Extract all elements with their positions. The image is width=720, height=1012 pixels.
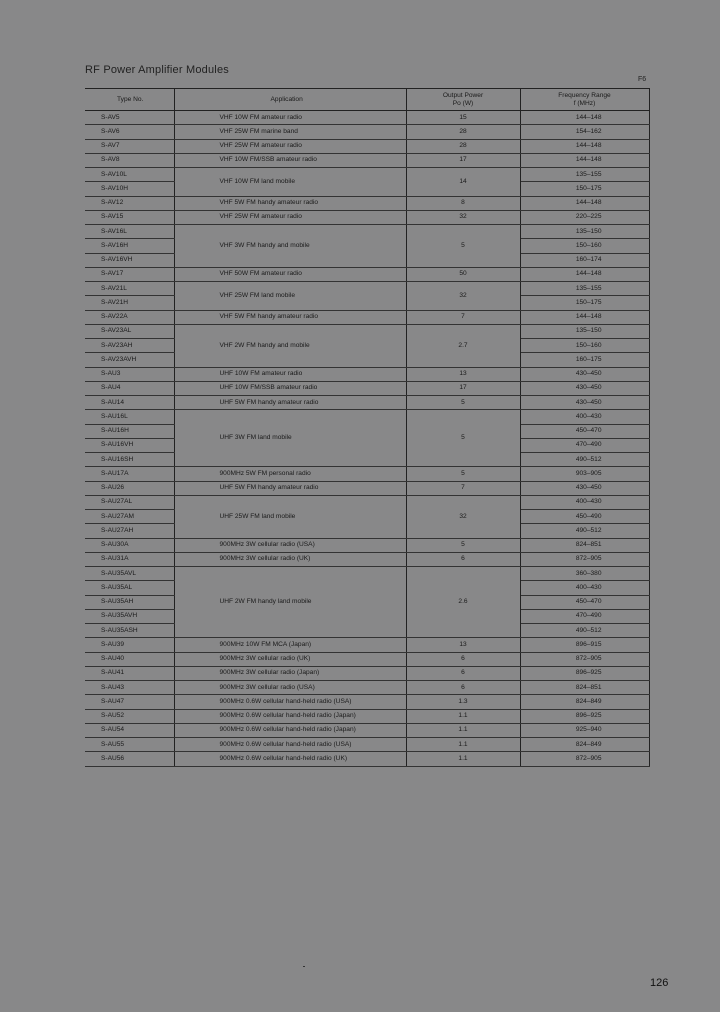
cell-type-no: S-AU16SH <box>85 453 174 467</box>
cell-type-no: S-AU17A <box>85 467 174 481</box>
cell-output-power: 1.1 <box>406 752 520 766</box>
cell-type-no: S-AV15 <box>85 210 174 224</box>
table-row <box>85 153 649 167</box>
table-row <box>85 310 649 324</box>
cell-frequency-range: 872–905 <box>520 552 649 566</box>
table-row <box>85 567 649 581</box>
cell-output-power: 13 <box>406 367 520 381</box>
cell-frequency-range: 490–512 <box>520 453 649 467</box>
cell-application: 900MHz 0.6W cellular hand-held radio (USA) <box>174 738 406 752</box>
page-title: RF Power Amplifier Modules <box>85 64 229 76</box>
table-row <box>85 410 649 424</box>
cell-frequency-range: 144–148 <box>520 196 649 210</box>
cell-type-no: S-AU56 <box>85 752 174 766</box>
table-row <box>85 111 649 125</box>
cell-frequency-range: 160–175 <box>520 353 649 367</box>
cell-type-no: S-AV17 <box>85 267 174 281</box>
cell-application: UHF 10W FM amateur radio <box>174 367 406 381</box>
table-row <box>85 367 649 381</box>
cell-type-no: S-AV16L <box>85 225 174 239</box>
cell-type-no: S-AV12 <box>85 196 174 210</box>
cell-frequency-range: 400–430 <box>520 410 649 424</box>
cell-frequency-range: 144–148 <box>520 153 649 167</box>
cell-type-no: S-AU54 <box>85 723 174 737</box>
cell-output-power: 7 <box>406 481 520 495</box>
table-row <box>85 467 649 481</box>
cell-application: 900MHz 3W cellular radio (USA) <box>174 538 406 552</box>
cell-type-no: S-AU39 <box>85 638 174 652</box>
cell-type-no: S-AU52 <box>85 709 174 723</box>
cell-type-no: S-AV6 <box>85 125 174 139</box>
cell-application: VHF 5W FM handy amateur radio <box>174 310 406 324</box>
header-output-power-line1: Output Power <box>442 91 484 99</box>
cell-output-power: 6 <box>406 681 520 695</box>
table-row <box>85 168 649 182</box>
cell-type-no: S-AV16H <box>85 239 174 253</box>
cell-frequency-range: 903–905 <box>520 467 649 481</box>
table-row <box>85 282 649 296</box>
cell-output-power: 8 <box>406 196 520 210</box>
table-row <box>85 396 649 410</box>
cell-output-power: 1.1 <box>406 709 520 723</box>
cell-output-power: 15 <box>406 111 520 125</box>
cell-type-no: S-AU3 <box>85 367 174 381</box>
cell-frequency-range: 135–155 <box>520 168 649 182</box>
cell-type-no: S-AU27AM <box>85 510 174 524</box>
table-header-row <box>85 89 649 111</box>
cell-frequency-range: 430–450 <box>520 396 649 410</box>
cell-type-no: S-AV21H <box>85 296 174 310</box>
cell-frequency-range: 925–940 <box>520 723 649 737</box>
cell-output-power: 14 <box>406 168 520 197</box>
cell-type-no: S-AU47 <box>85 695 174 709</box>
cell-type-no: S-AV23AH <box>85 339 174 353</box>
cell-type-no: S-AU27AH <box>85 524 174 538</box>
cell-application: VHF 5W FM handy amateur radio <box>174 196 406 210</box>
cell-output-power: 28 <box>406 139 520 153</box>
cell-type-no: S-AU31A <box>85 552 174 566</box>
cell-output-power: 5 <box>406 410 520 467</box>
cell-type-no: S-AV7 <box>85 139 174 153</box>
cell-application: VHF 50W FM amateur radio <box>174 267 406 281</box>
table-row <box>85 139 649 153</box>
cell-frequency-range: 160–174 <box>520 253 649 267</box>
table-row <box>85 652 649 666</box>
table-row <box>85 495 649 509</box>
cell-type-no: S-AU55 <box>85 738 174 752</box>
cell-type-no: S-AV10H <box>85 182 174 196</box>
cell-frequency-range: 450–490 <box>520 510 649 524</box>
cell-type-no: S-AV8 <box>85 153 174 167</box>
cell-output-power: 2.6 <box>406 567 520 638</box>
cell-type-no: S-AU35ASH <box>85 624 174 638</box>
table-row <box>85 709 649 723</box>
table-row <box>85 267 649 281</box>
cell-frequency-range: 824–851 <box>520 681 649 695</box>
cell-frequency-range: 896–925 <box>520 666 649 680</box>
cell-output-power: 6 <box>406 652 520 666</box>
cell-application: 900MHz 0.6W cellular hand-held radio (Japan) <box>174 709 406 723</box>
stray-mark <box>303 966 305 967</box>
cell-frequency-range: 144–148 <box>520 310 649 324</box>
cell-frequency-range: 430–450 <box>520 367 649 381</box>
cell-frequency-range: 150–160 <box>520 339 649 353</box>
cell-application: 900MHz 10W FM MCA (Japan) <box>174 638 406 652</box>
cell-application: VHF 10W FM/SSB amateur radio <box>174 153 406 167</box>
cell-application: 900MHz 3W cellular radio (UK) <box>174 552 406 566</box>
cell-frequency-range: 896–915 <box>520 638 649 652</box>
cell-application: 900MHz 0.6W cellular hand-held radio (UK) <box>174 752 406 766</box>
cell-frequency-range: 896–925 <box>520 709 649 723</box>
cell-frequency-range: 450–470 <box>520 595 649 609</box>
table-row <box>85 324 649 338</box>
cell-output-power: 1.1 <box>406 738 520 752</box>
page-code: F6 <box>638 76 647 83</box>
table-row <box>85 695 649 709</box>
cell-application: UHF 2W FM handy land mobile <box>174 567 406 638</box>
cell-output-power: 17 <box>406 153 520 167</box>
cell-frequency-range: 135–150 <box>520 225 649 239</box>
cell-frequency-range: 150–175 <box>520 296 649 310</box>
cell-output-power: 13 <box>406 638 520 652</box>
cell-application: VHF 10W FM amateur radio <box>174 111 406 125</box>
cell-output-power: 28 <box>406 125 520 139</box>
table-row <box>85 481 649 495</box>
cell-frequency-range: 490–512 <box>520 624 649 638</box>
cell-frequency-range: 150–160 <box>520 239 649 253</box>
cell-frequency-range: 144–148 <box>520 139 649 153</box>
cell-output-power: 6 <box>406 666 520 680</box>
header-frequency-line1: Frequency Range <box>558 91 611 99</box>
cell-type-no: S-AU35AVL <box>85 567 174 581</box>
header-application: Application <box>174 89 406 111</box>
cell-frequency-range: 150–175 <box>520 182 649 196</box>
cell-frequency-range: 400–430 <box>520 581 649 595</box>
cell-frequency-range: 220–225 <box>520 210 649 224</box>
table-row <box>85 196 649 210</box>
cell-application: 900MHz 3W cellular radio (UK) <box>174 652 406 666</box>
cell-type-no: S-AV23AVH <box>85 353 174 367</box>
cell-type-no: S-AU43 <box>85 681 174 695</box>
header-frequency-range <box>520 89 649 111</box>
cell-frequency-range: 135–150 <box>520 324 649 338</box>
cell-output-power: 32 <box>406 282 520 311</box>
page-number: 126 <box>650 977 669 989</box>
cell-frequency-range: 824–849 <box>520 695 649 709</box>
cell-type-no: S-AU41 <box>85 666 174 680</box>
header-type-no: Type No. <box>85 89 174 111</box>
cell-application: UHF 3W FM land mobile <box>174 410 406 467</box>
cell-frequency-range: 154–162 <box>520 125 649 139</box>
cell-application: VHF 25W FM land mobile <box>174 282 406 311</box>
cell-type-no: S-AU16H <box>85 424 174 438</box>
table-row <box>85 225 649 239</box>
cell-type-no: S-AU26 <box>85 481 174 495</box>
cell-type-no: S-AV16VH <box>85 253 174 267</box>
cell-application: VHF 25W FM marine band <box>174 125 406 139</box>
header-frequency-line2: f (MHz) <box>573 99 596 107</box>
cell-output-power: 50 <box>406 267 520 281</box>
cell-output-power: 32 <box>406 210 520 224</box>
cell-type-no: S-AU40 <box>85 652 174 666</box>
cell-output-power: 17 <box>406 381 520 395</box>
cell-output-power: 1.1 <box>406 723 520 737</box>
cell-type-no: S-AU30A <box>85 538 174 552</box>
cell-frequency-range: 144–148 <box>520 111 649 125</box>
table-row <box>85 538 649 552</box>
cell-output-power: 6 <box>406 552 520 566</box>
header-output-power <box>406 89 520 111</box>
cell-type-no: S-AU16L <box>85 410 174 424</box>
cell-application: VHF 25W FM amateur radio <box>174 139 406 153</box>
cell-frequency-range: 144–148 <box>520 267 649 281</box>
cell-type-no: S-AU14 <box>85 396 174 410</box>
cell-type-no: S-AU16VH <box>85 438 174 452</box>
cell-output-power: 7 <box>406 310 520 324</box>
cell-frequency-range: 430–450 <box>520 481 649 495</box>
cell-application: 900MHz 0.6W cellular hand-held radio (Japan) <box>174 723 406 737</box>
cell-frequency-range: 430–450 <box>520 381 649 395</box>
cell-application: 900MHz 3W cellular radio (USA) <box>174 681 406 695</box>
cell-frequency-range: 824–849 <box>520 738 649 752</box>
cell-application: UHF 25W FM land mobile <box>174 495 406 538</box>
table-row <box>85 552 649 566</box>
table-row <box>85 681 649 695</box>
cell-application: UHF 10W FM/SSB amateur radio <box>174 381 406 395</box>
cell-type-no: S-AV22A <box>85 310 174 324</box>
cell-type-no: S-AU35AL <box>85 581 174 595</box>
table-row <box>85 638 649 652</box>
table-row <box>85 752 649 766</box>
cell-output-power: 2.7 <box>406 324 520 367</box>
cell-frequency-range: 470–490 <box>520 438 649 452</box>
cell-output-power: 5 <box>406 467 520 481</box>
cell-frequency-range: 360–380 <box>520 567 649 581</box>
cell-application: UHF 5W FM handy amateur radio <box>174 396 406 410</box>
table-row <box>85 723 649 737</box>
cell-type-no: S-AV21L <box>85 282 174 296</box>
table-row <box>85 381 649 395</box>
cell-frequency-range: 470–490 <box>520 609 649 623</box>
cell-frequency-range: 824–851 <box>520 538 649 552</box>
cell-frequency-range: 135–155 <box>520 282 649 296</box>
table-row <box>85 125 649 139</box>
cell-type-no: S-AU35AVH <box>85 609 174 623</box>
cell-frequency-range: 490–512 <box>520 524 649 538</box>
cell-type-no: S-AU27AL <box>85 495 174 509</box>
cell-application: 900MHz 3W cellular radio (Japan) <box>174 666 406 680</box>
cell-type-no: S-AV23AL <box>85 324 174 338</box>
cell-type-no: S-AU35AH <box>85 595 174 609</box>
cell-frequency-range: 450–470 <box>520 424 649 438</box>
cell-type-no: S-AV5 <box>85 111 174 125</box>
cell-output-power: 5 <box>406 538 520 552</box>
cell-output-power: 1.3 <box>406 695 520 709</box>
cell-application: 900MHz 0.6W cellular hand-held radio (USA) <box>174 695 406 709</box>
cell-output-power: 32 <box>406 495 520 538</box>
cell-application: VHF 3W FM handy and mobile <box>174 225 406 268</box>
cell-application: VHF 2W FM handy and mobile <box>174 324 406 367</box>
cell-output-power: 5 <box>406 225 520 268</box>
cell-frequency-range: 872–905 <box>520 652 649 666</box>
cell-output-power: 5 <box>406 396 520 410</box>
cell-application: 900MHz 5W FM personal radio <box>174 467 406 481</box>
cell-type-no: S-AU4 <box>85 381 174 395</box>
cell-type-no: S-AV10L <box>85 168 174 182</box>
header-output-power-line2: Po (W) <box>452 99 474 107</box>
cell-application: UHF 5W FM handy amateur radio <box>174 481 406 495</box>
rf-modules-table <box>85 88 650 767</box>
cell-frequency-range: 400–430 <box>520 495 649 509</box>
cell-application: VHF 25W FM amateur radio <box>174 210 406 224</box>
table-row <box>85 738 649 752</box>
cell-application: VHF 10W FM land mobile <box>174 168 406 197</box>
cell-frequency-range: 872–905 <box>520 752 649 766</box>
table-row <box>85 666 649 680</box>
table-row <box>85 210 649 224</box>
